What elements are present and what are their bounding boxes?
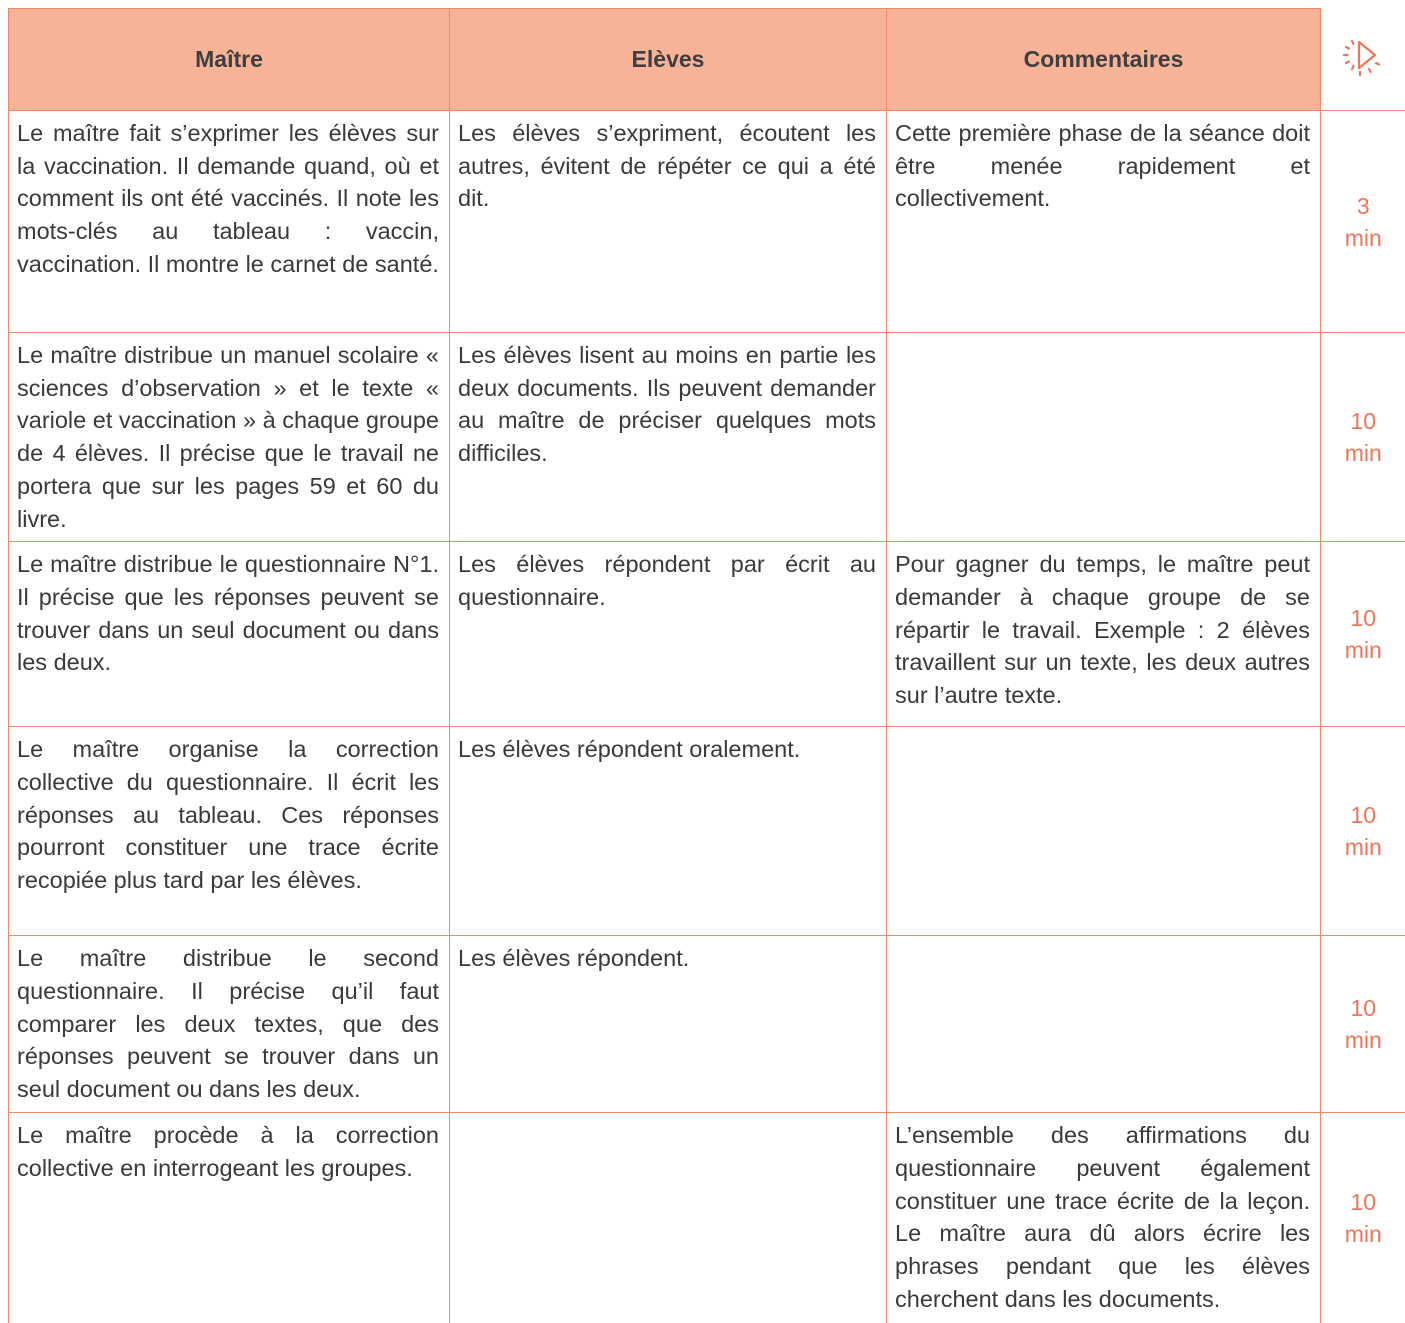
- cell-eleves: Les élèves lisent au moins en partie les deux documents. Ils peuvent demander au maître de préciser quelques mots difficiles.: [450, 333, 887, 542]
- cell-eleves: Les élèves répondent.: [450, 936, 887, 1113]
- table-header-row: [9, 9, 1405, 111]
- lesson-plan: [8, 8, 1405, 1323]
- table-row: [9, 727, 1405, 936]
- cell-eleves: [450, 1113, 887, 1323]
- table-row: [9, 111, 1405, 333]
- cell-duration: [1321, 1113, 1405, 1323]
- cell-commentaires: [887, 727, 1321, 936]
- duration-unit: min: [1321, 831, 1405, 863]
- duration-unit: min: [1321, 222, 1405, 254]
- cell-duration: [1321, 542, 1405, 727]
- cell-duration: [1321, 333, 1405, 542]
- table-row: [9, 542, 1405, 727]
- duration-value: 10: [1321, 992, 1405, 1024]
- table-row: [9, 1113, 1405, 1323]
- cell-maitre: Le maître distribue un manuel scolaire « sciences d’observation » et le texte « variole et vaccination » à chaque groupe de 4 élèves. Il précise que le travail ne portera que sur les pages 59 et 60 du livre.: [9, 333, 450, 542]
- duration-unit: min: [1321, 437, 1405, 469]
- duration-value: 3: [1321, 190, 1405, 222]
- lesson-table: [8, 8, 1405, 1323]
- cell-maitre: Le maître procède à la correction collective en interrogeant les groupes.: [9, 1113, 450, 1323]
- table-row: [9, 936, 1405, 1113]
- cell-duration: [1321, 727, 1405, 936]
- header-commentaires: Commentaires: [887, 9, 1321, 111]
- duration-value: 10: [1321, 405, 1405, 437]
- cell-commentaires: [887, 333, 1321, 542]
- cell-eleves: Les élèves répondent par écrit au questionnaire.: [450, 542, 887, 727]
- header-maitre: Maître: [9, 9, 450, 111]
- cell-commentaires: Cette première phase de la séance doit être menée rapidement et collectivement.: [887, 111, 1321, 333]
- cell-eleves: Les élèves répondent oralement.: [450, 727, 887, 936]
- cell-commentaires: Pour gagner du temps, le maître peut demander à chaque groupe de se répartir le travail. Exemple : 2 élèves travaillent sur un texte, les deux autres sur l’autre texte.: [887, 542, 1321, 727]
- cell-duration: [1321, 936, 1405, 1113]
- cell-maitre: Le maître organise la correction collective du questionnaire. Il écrit les réponses au tableau. Ces réponses pourront constituer une trace écrite recopiée plus tard par les élèves.: [9, 727, 450, 936]
- cell-maitre: Le maître distribue le questionnaire N°1. Il précise que les réponses peuvent se trouver dans un seul document ou dans les deux.: [9, 542, 450, 727]
- duration-unit: min: [1321, 1024, 1405, 1056]
- duration-value: 10: [1321, 602, 1405, 634]
- cell-maitre: Le maître distribue le second questionnaire. Il précise qu’il faut comparer les deux textes, que des réponses peuvent se trouver dans un seul document ou dans les deux.: [9, 936, 450, 1113]
- cell-commentaires: L’ensemble des affirmations du questionnaire peuvent également constituer une trace écrite de la leçon. Le maître aura dû alors écrire les phrases pendant que les élèves cherchent dans les documents.: [887, 1113, 1321, 1323]
- header-time: [1321, 9, 1405, 111]
- table-row: [9, 333, 1405, 542]
- cell-duration: [1321, 111, 1405, 333]
- duration-value: 10: [1321, 1186, 1405, 1218]
- duration-value: 10: [1321, 799, 1405, 831]
- duration-unit: min: [1321, 634, 1405, 666]
- header-eleves: Elèves: [450, 9, 887, 111]
- duration-unit: min: [1321, 1218, 1405, 1250]
- cell-eleves: Les élèves s’expriment, écoutent les autres, évitent de répéter ce qui a été dit.: [450, 111, 887, 333]
- timer-icon: [1341, 37, 1385, 81]
- cell-commentaires: [887, 936, 1321, 1113]
- cell-maitre: Le maître fait s’exprimer les élèves sur la vaccination. Il demande quand, où et comment ils ont été vaccinés. Il note les mots-clés au tableau : vaccin, vaccination. Il montre le carnet de santé.: [9, 111, 450, 333]
